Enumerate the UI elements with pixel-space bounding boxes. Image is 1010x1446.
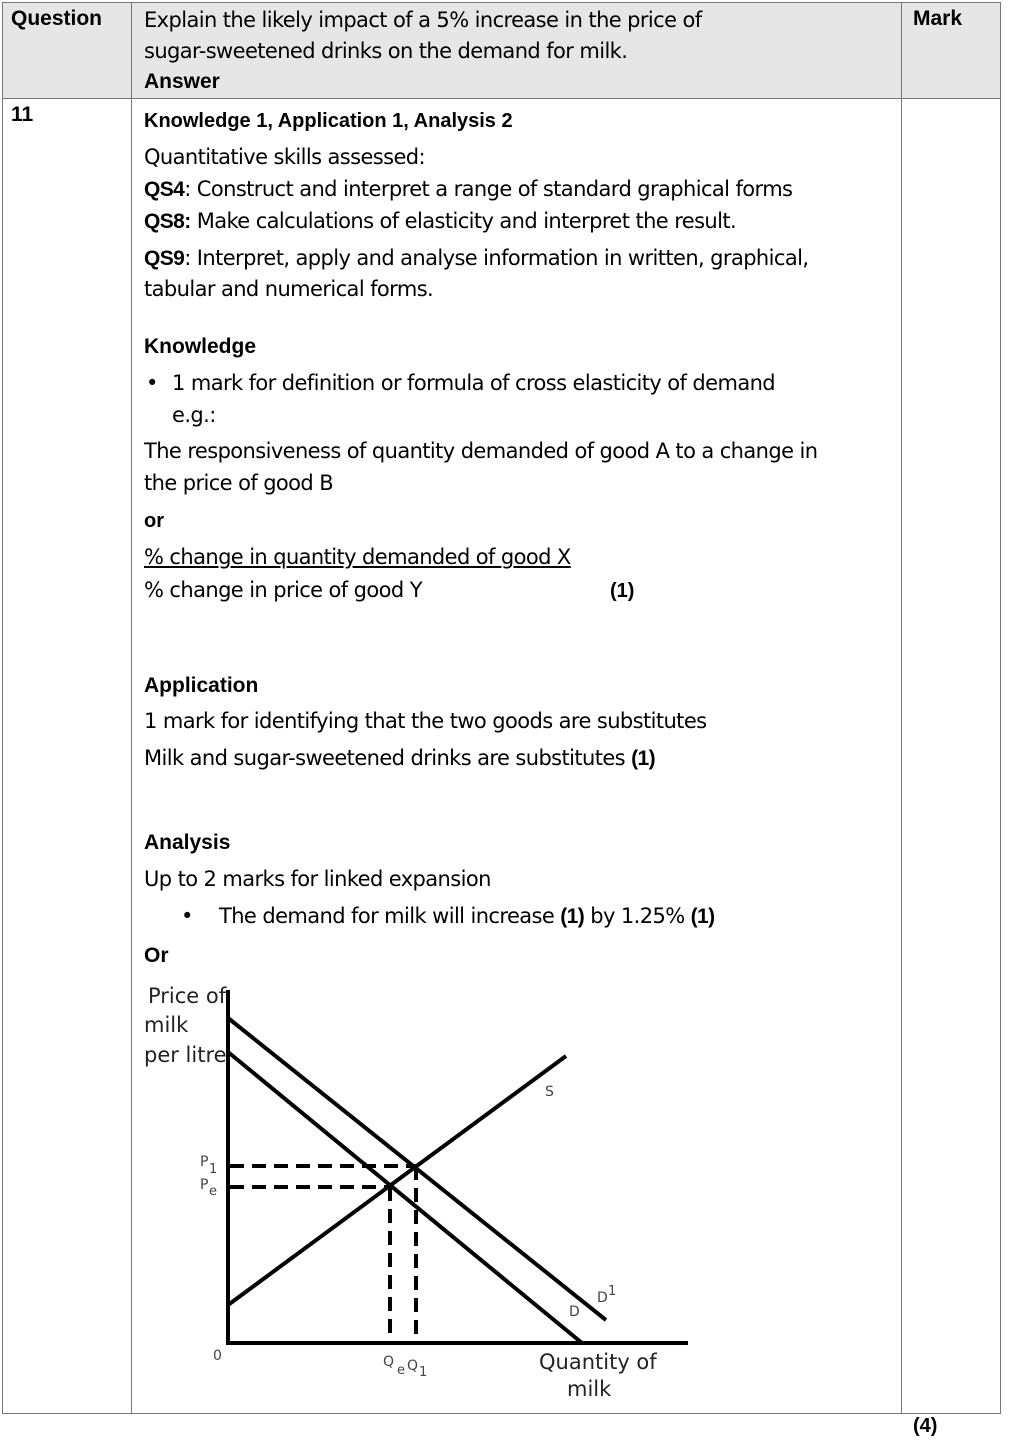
- qs-code: QS9: [144, 247, 185, 270]
- knowledge-bullet-line1: 1 mark for definition or formula of cross elasticity of demand: [172, 371, 776, 395]
- pe-label: P: [200, 1177, 209, 1193]
- q1-subscript: 1: [419, 1365, 428, 1380]
- qs9-continuation: tabular and numerical forms.: [144, 277, 434, 301]
- y-axis-label-line: milk: [144, 1013, 189, 1037]
- demand-new-superscript: 1: [608, 1284, 617, 1299]
- qs-intro: Quantitative skills assessed:: [144, 145, 425, 169]
- knowledge-mark: (1): [610, 580, 635, 602]
- y-axis-label-line: Price of: [148, 984, 227, 1008]
- qs-text: Interpret, apply and analyse information in written, graphical,: [190, 246, 809, 270]
- knowledge-bullet-line2: e.g.:: [172, 403, 216, 427]
- analysis-mark: (1): [560, 905, 585, 928]
- application-line1: 1 mark for identifying that the two goods are substitutes: [144, 709, 707, 733]
- p1-subscript: 1: [209, 1162, 218, 1177]
- bullet-icon: •: [146, 371, 158, 395]
- analysis-mark: (1): [690, 905, 715, 928]
- formula-denominator: % change in price of good Y: [144, 578, 422, 602]
- knowledge-heading: Knowledge: [144, 335, 257, 358]
- question-text-line2: sugar-sweetened drinks on the demand for milk.: [144, 39, 628, 63]
- question-number: 11: [11, 103, 34, 126]
- demand-label: D: [569, 1304, 580, 1320]
- bullet-icon: •: [181, 904, 193, 928]
- qe-label: Q: [383, 1354, 395, 1370]
- mark-column-header: Mark: [913, 7, 963, 30]
- analysis-heading: Analysis: [144, 831, 231, 854]
- q1-label: Q: [407, 1358, 419, 1374]
- supply-label: S: [545, 1084, 554, 1100]
- qs-sep: :: [184, 177, 191, 201]
- definition-line1: The responsiveness of quantity demanded of good A to a change in: [144, 439, 818, 463]
- y-axis-label-line: per litre: [144, 1043, 227, 1067]
- question-column-header: Question: [11, 7, 103, 30]
- p1-label: P: [200, 1154, 209, 1170]
- application-mark: (1): [631, 747, 655, 770]
- qe-subscript: e: [397, 1363, 405, 1378]
- pe-subscript: e: [209, 1184, 217, 1199]
- x-axis-label-line: milk: [567, 1377, 612, 1401]
- qs-text: Make calculations of elasticity and interpret the result.: [190, 209, 737, 233]
- application-heading: Application: [144, 674, 259, 697]
- formula-numerator: % change in quantity demanded of good X: [144, 545, 571, 569]
- analysis-line1: Up to 2 marks for linked expansion: [144, 867, 491, 891]
- demand-new-label: D: [597, 1290, 608, 1306]
- qs-sep: :: [184, 246, 191, 270]
- answer-label: Answer: [144, 70, 220, 93]
- assessment-heading: Knowledge 1, Application 1, Analysis 2: [144, 110, 513, 132]
- definition-line2: the price of good B: [144, 471, 334, 495]
- analysis-bullet-text: The demand for milk will increase: [219, 904, 561, 928]
- origin-label: 0: [213, 1348, 222, 1364]
- total-mark: (4): [913, 1415, 938, 1437]
- analysis-bullet-text: by 1.25%: [584, 904, 691, 928]
- application-text: Milk and sugar-sweetened drinks are substitutes: [144, 746, 632, 770]
- x-axis-label-line: Quantity of: [539, 1350, 657, 1374]
- qs-code: QS8:: [144, 210, 191, 233]
- or-label: Or: [144, 944, 169, 967]
- demand-curve-d: [228, 1052, 582, 1343]
- question-text-line1: Explain the likely impact of a 5% increase in the price of: [144, 8, 702, 32]
- qs-code: QS4: [144, 178, 185, 201]
- qs-text: Construct and interpret a range of standard graphical forms: [190, 177, 793, 201]
- or-label: or: [144, 510, 164, 532]
